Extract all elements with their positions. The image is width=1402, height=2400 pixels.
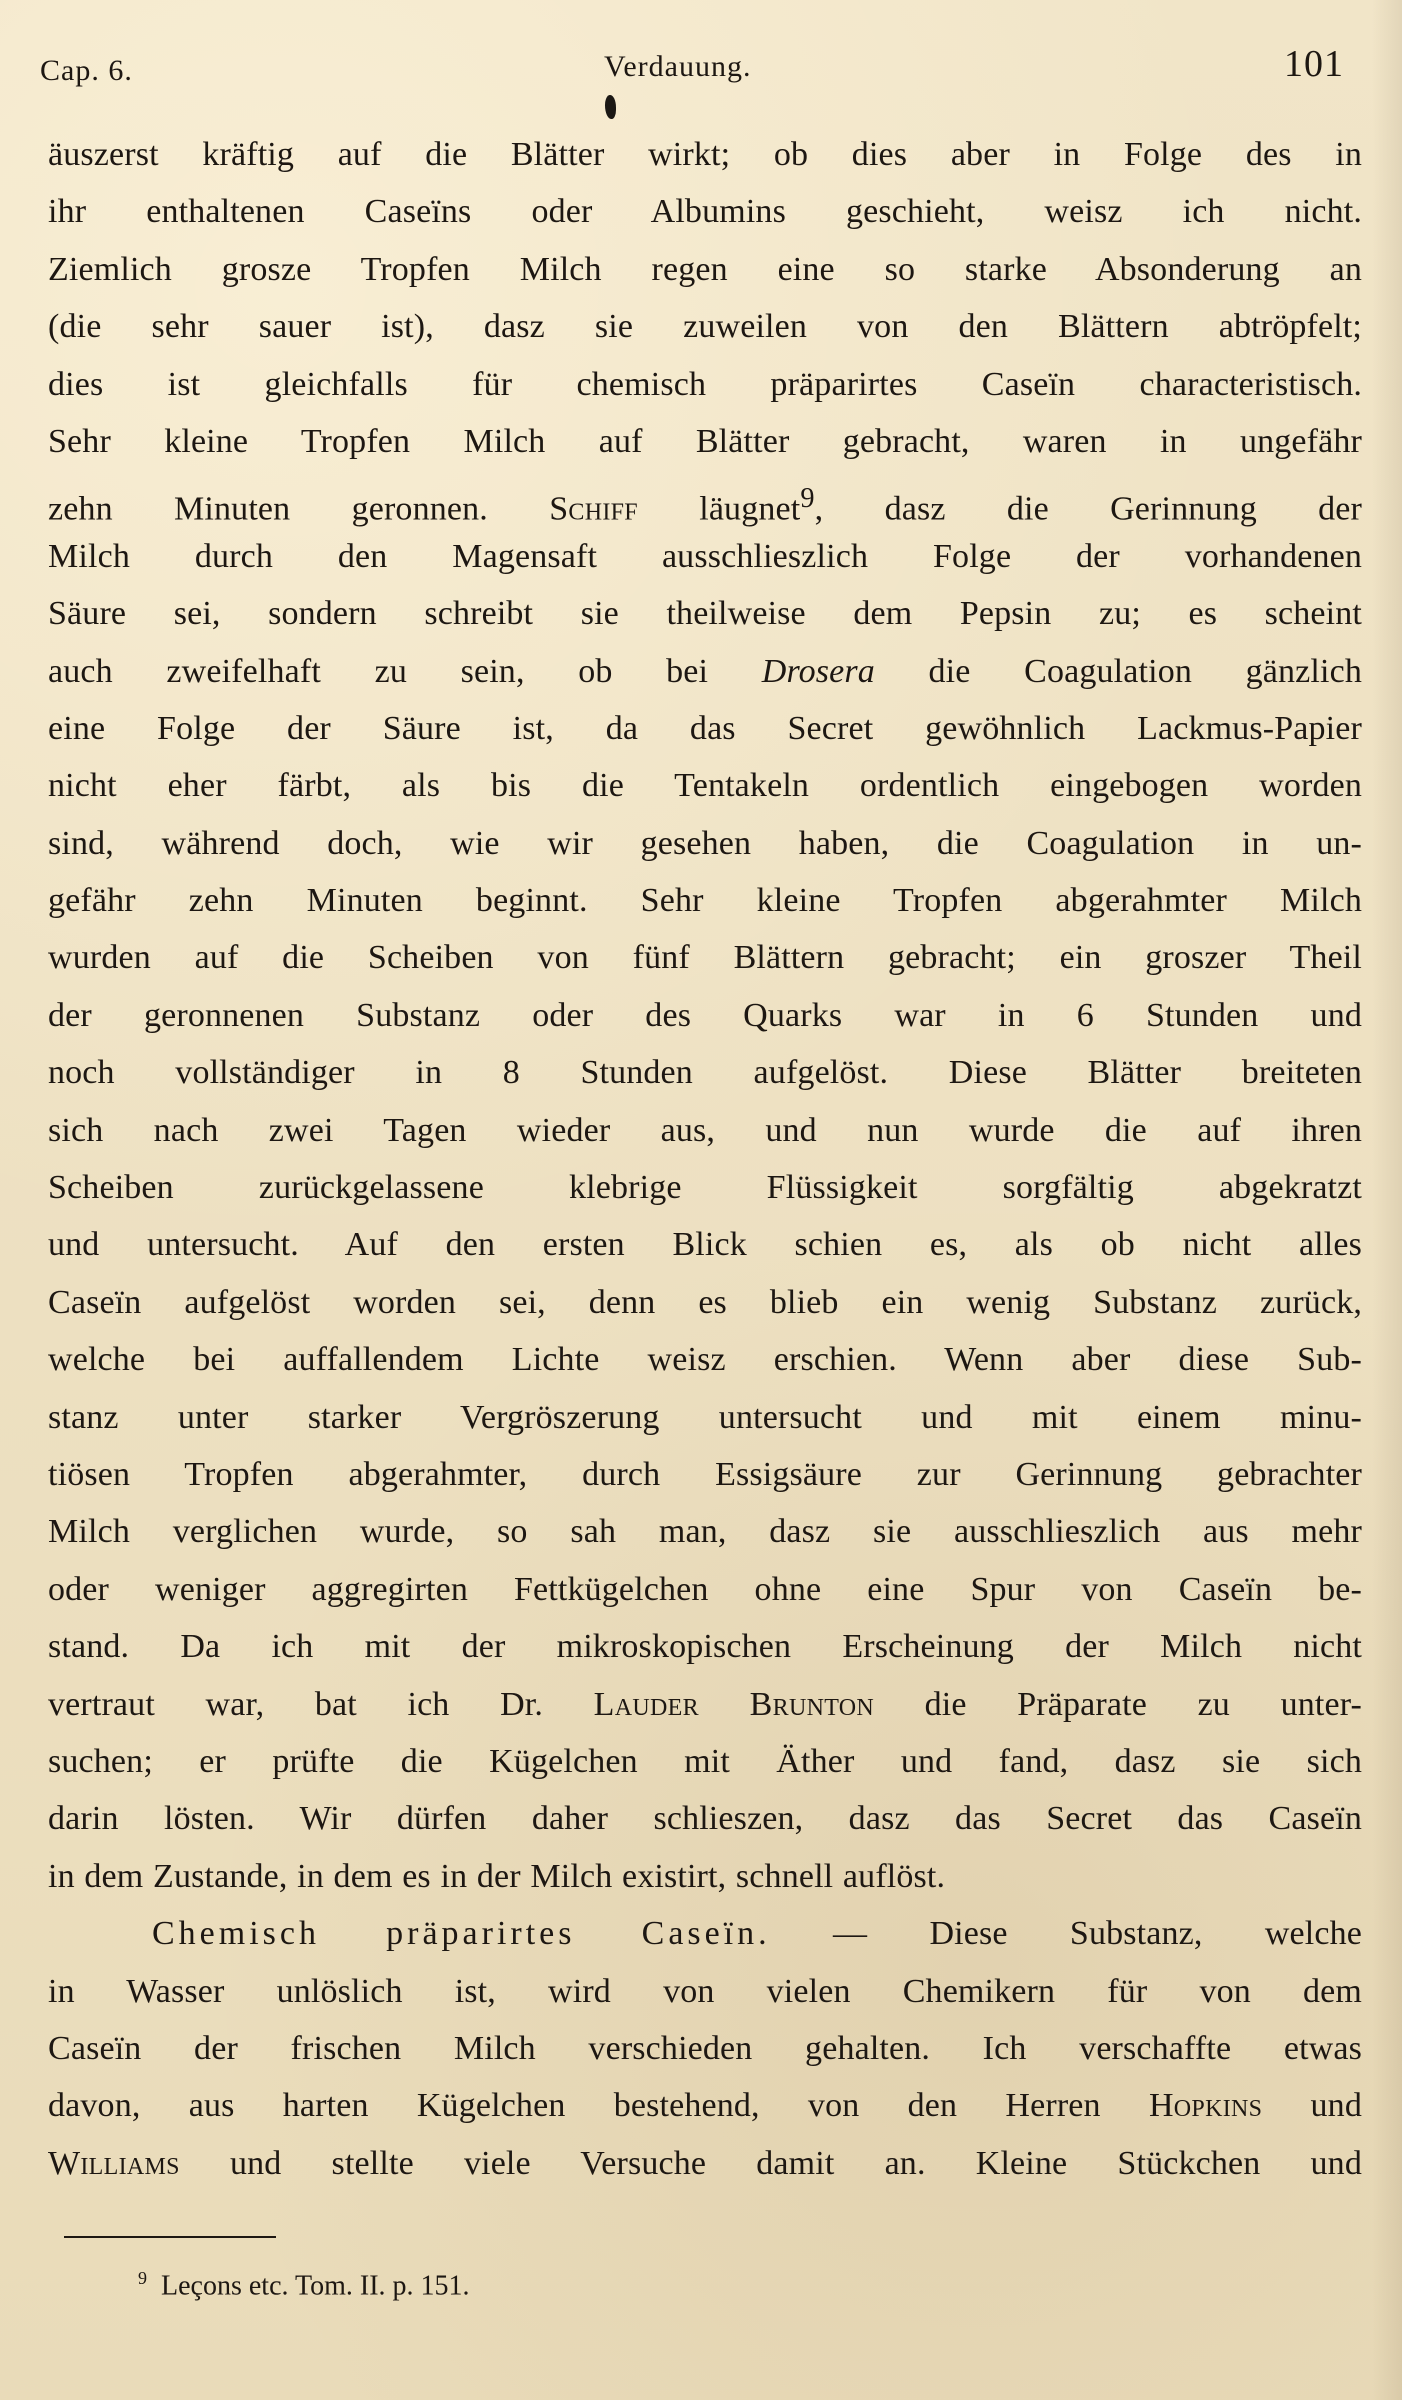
text-line: Säure sei, sondern schreibt sie theilweise dem Pepsin zu; es scheint: [48, 595, 1362, 633]
text-line: Scheiben zurückgelassene klebrige Flüssigkeit sorgfältig abgekratzt: [48, 1169, 1362, 1207]
author-name-williams: Williams: [48, 2144, 180, 2182]
footnote-reference: 9: [800, 483, 815, 515]
text-run: davon, aus harten Kügelchen bestehend, von den Herren: [48, 2087, 1101, 2125]
text-line: darin lösten. Wir dürfen daher schlieszen, dasz das Secret das Caseïn: [48, 1800, 1362, 1838]
running-head: [34, 42, 1344, 92]
text-line: Ziemlich grosze Tropfen Milch regen eine so starke Absonderung an: [48, 250, 1362, 288]
page-edge-shadow: [1372, 0, 1402, 2400]
text-line: wurden auf die Scheiben von fünf Blättern gebracht; ein groszer Theil: [48, 939, 1362, 977]
text-line: (die sehr sauer ist), dasz sie zuweilen von den Blättern abtröpfelt;: [48, 308, 1362, 346]
text-run: läugnet: [699, 490, 801, 528]
text-line: der geronnenen Substanz oder des Quarks war in 6 Stunden und: [48, 996, 1362, 1034]
page-number: 101: [1284, 43, 1344, 85]
chapter-label: Cap. 6.: [40, 54, 133, 87]
body-text: [48, 126, 1362, 2192]
text-line: Caseïn aufgelöst worden sei, denn es blieb ein wenig Substanz zurück,: [48, 1283, 1362, 1321]
section-heading-line: [48, 1905, 1362, 1962]
author-name-hopkins: Hopkins: [1148, 2087, 1263, 2125]
running-title: Verdauung.: [604, 50, 752, 83]
author-name-lauder-brunton: Lauder Brunton: [593, 1685, 874, 1723]
text-line: [48, 2135, 1362, 2192]
text-line: noch vollständiger in 8 Stunden aufgelöst. Diese Blätter breiteten: [48, 1054, 1362, 1092]
text-line: Milch durch den Magensaft ausschlieszlich Folge der vorhandenen: [48, 537, 1362, 575]
ink-blot-mark: [605, 95, 616, 119]
text-run: die Coagulation gänzlich: [928, 652, 1362, 690]
text-run: und stellte viele Versuche damit an. Kleine Stückchen und: [229, 2144, 1362, 2182]
text-run: die Präparate zu unter-: [924, 1685, 1362, 1723]
text-line: gefähr zehn Minuten beginnt. Sehr kleine Tropfen abgerahmter Milch: [48, 882, 1362, 920]
section-heading: Chemisch präparirtes Caseïn.: [152, 1915, 771, 1953]
text-line: nicht eher färbt, als bis die Tentakeln ordentlich eingebogen worden: [48, 767, 1362, 805]
text-line: Milch verglichen wurde, so sah man, dasz sie ausschlieszlich aus mehr: [48, 1513, 1362, 1551]
text-line: und untersucht. Auf den ersten Blick schien es, als ob nicht alles: [48, 1226, 1362, 1264]
text-line: tiösen Tropfen abgerahmter, durch Essigsäure zur Gerinnung gebrachter: [48, 1455, 1362, 1493]
text-line: sich nach zwei Tagen wieder aus, und nun wurde die auf ihren: [48, 1111, 1362, 1149]
text-run: und: [1310, 2087, 1362, 2125]
text-line: ihr enthaltenen Caseïns oder Albumins geschieht, weisz ich nicht.: [48, 193, 1362, 231]
text-line: [48, 1676, 1362, 1733]
text-line: welche bei auffallendem Lichte weisz erschien. Wenn aber diese Sub-: [48, 1341, 1362, 1379]
text-line: sind, während doch, wie wir gesehen haben, die Coagulation in un-: [48, 824, 1362, 862]
text-line: oder weniger aggregirten Fettkügelchen ohne eine Spur von Caseïn be-: [48, 1570, 1362, 1608]
genus-name-drosera: Drosera: [761, 652, 875, 690]
text-run: zehn Minuten geronnen.: [48, 490, 488, 528]
text-line: [48, 2077, 1362, 2134]
text-line: in Wasser unlöslich ist, wird von vielen Chemikern für von dem: [48, 1972, 1362, 2010]
footnote: [138, 2258, 470, 2306]
text-line: [48, 643, 1362, 700]
text-run: — Diese Substanz, welche: [833, 1915, 1362, 1953]
footnote-marker: 9: [138, 2268, 147, 2288]
text-run: , dasz die Gerinnung der: [814, 490, 1362, 528]
text-line: suchen; er prüfte die Kügelchen mit Äther und fand, dasz sie sich: [48, 1742, 1362, 1780]
text-run: auch zweifelhaft zu sein, ob bei: [48, 652, 709, 690]
text-run: vertraut war, bat ich Dr.: [48, 1685, 544, 1723]
text-line: [48, 470, 1362, 527]
footnote-rule: [64, 2236, 276, 2238]
text-line: äuszerst kräftig auf die Blätter wirkt; ob dies aber in Folge des in: [48, 136, 1362, 173]
text-line: eine Folge der Säure ist, da das Secret gewöhnlich Lackmus-Papier: [48, 709, 1362, 747]
text-line: in dem Zustande, in dem es in der Milch existirt, schnell auflöst.: [48, 1857, 946, 1895]
text-line: stand. Da ich mit der mikroskopischen Erscheinung der Milch nicht: [48, 1628, 1362, 1666]
text-line: Sehr kleine Tropfen Milch auf Blätter gebracht, waren in ungefähr: [48, 422, 1362, 460]
footnote-text: Leçons etc. Tom. II. p. 151.: [161, 2270, 470, 2302]
text-line: dies ist gleichfalls für chemisch präparirtes Caseïn characteristisch.: [48, 365, 1362, 403]
text-line: Caseïn der frischen Milch verschieden gehalten. Ich verschaffte etwas: [48, 2029, 1362, 2067]
author-name-schiff: Schiff: [549, 490, 638, 528]
text-line: stanz unter starker Vergröszerung untersucht und mit einem minu-: [48, 1398, 1362, 1436]
